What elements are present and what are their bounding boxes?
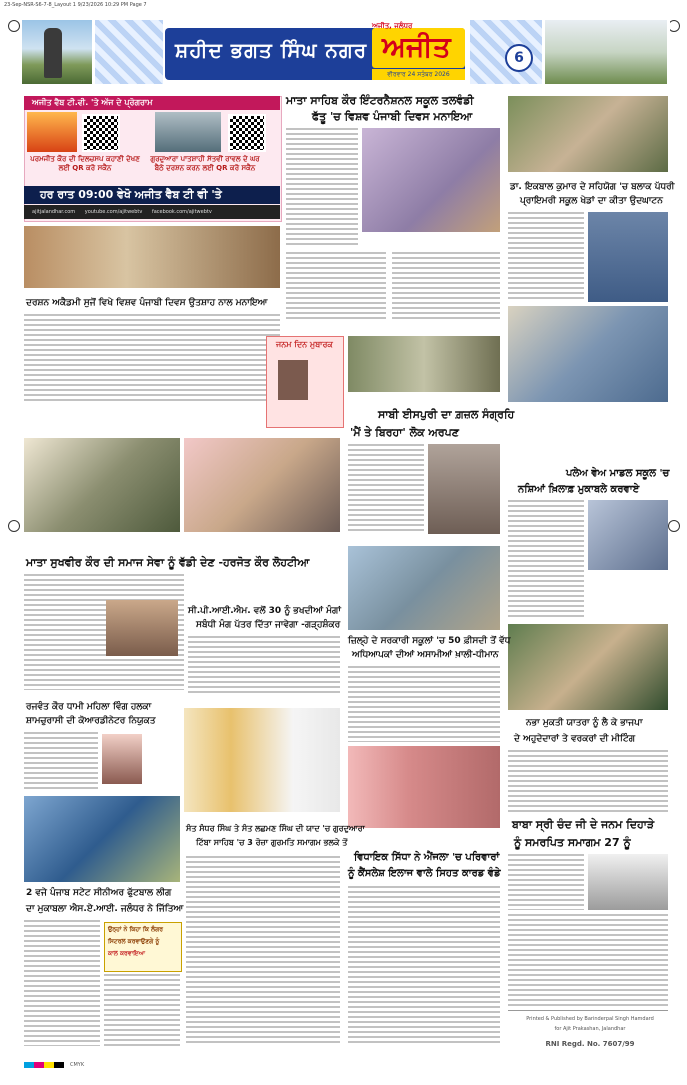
article-body (24, 732, 98, 792)
article-photo (348, 546, 500, 630)
headline: ਨੂੰ ਸਮਰਪਿਤ ਸਮਾਗਮ 27 ਨੂੰ (514, 836, 631, 849)
article-body (286, 252, 386, 322)
headline: ਸੀ.ਪੀ.ਆਈ.ਐਮ. ਵਲੋਂ 30 ਨੂੰ ਭਖਦੀਆਂ ਮੰਗਾਂ (188, 606, 341, 616)
article-body (508, 500, 584, 620)
registration-mark (8, 520, 20, 532)
masthead-title: ਸ਼ਹੀਦ ਭਗਤ ਸਿੰਘ ਨਗਰ (175, 38, 368, 62)
article-photo (24, 226, 280, 288)
promo-image (155, 112, 221, 152)
article-body (348, 886, 500, 1046)
article-body (24, 920, 100, 1046)
headline: ਪਲੇਅ ਵੇਅ ਮਾਡਲ ਸਕੂਲ 'ਚ (566, 468, 670, 479)
facebook-link[interactable]: facebook.com/ajitwebtv (151, 209, 212, 215)
article-body (392, 252, 500, 322)
article-body (24, 314, 280, 404)
brand-logo: ਅਜੀਤ (382, 30, 451, 63)
headline: ਨਸ਼ਿਆਂ ਖ਼ਿਲਾਫ਼ ਮੁਕਾਬਲੇ ਕਰਵਾਏ (518, 484, 640, 495)
headline: ਵਿਧਾਇਕ ਸਿੱਧਾ ਨੇ ਐਂਜਲਾ 'ਚ ਪਰਿਵਾਰਾਂ (354, 852, 500, 863)
article-photo (508, 624, 668, 710)
article-body (186, 856, 340, 1046)
divider (508, 1010, 668, 1011)
article-body (508, 914, 668, 1006)
statue-image (44, 28, 62, 78)
headline: ਬਾਬਾ ਸ੍ਰੀ ਚੰਦ ਜੀ ਦੇ ਜਨਮ ਦਿਹਾੜੇ (512, 818, 655, 831)
brand-subtitle: ਅਜੀਤ, ਜਲੰਧਰ (372, 22, 413, 30)
headline: ਫੱਤੂ 'ਚ ਵਿਸ਼ਵ ਪੰਜਾਬੀ ਦਿਵਸ ਮਨਾਇਆ (312, 110, 473, 123)
portrait-photo (102, 734, 142, 784)
article-photo (508, 306, 668, 402)
color-mark: CMYK (70, 1062, 85, 1068)
youtube-link[interactable]: youtube.com/ajitwebtv (84, 209, 143, 215)
advert-line: ਕਾਲ ਕਰਵਾਇਆ (108, 950, 145, 957)
headline: ਮਾਤਾ ਸੁਖਵੀਰ ਕੌਰ ਦੀ ਸਮਾਜ ਸੇਵਾ ਨੂੰ ਵੱਡੀ ਦੇਣ -ਹਰਜੋਤ ਕੌਰ ਲੋਹਟੀਆ (26, 556, 310, 569)
headline: ਨਭਾ ਮੁਕਤੀ ਯਾਤਰਾ ਨੂੰ ਲੈ ਕੇ ਭਾਜਪਾ (526, 718, 643, 728)
issue-date: ਵੀਰਵਾਰ 24 ਸਤੰਬਰ 2026 (372, 69, 465, 80)
imprint-line: for Ajit Prakashan, Jalandhar (554, 1026, 626, 1032)
headline: 'ਮੈਂ ਤੇ ਬਿਰਹਾ' ਲੋਕ ਅਰਪਣ (350, 426, 459, 439)
promo-item-1: ਪਰਮਜੀਤ ਕੌਰ ਦੀ ਦਿਲਚਸਪ ਕਹਾਣੀ ਦੇਖਣ ਲਈ QR ਕਰੋ ਸਕੈਨ (30, 155, 140, 172)
advert-line: ਉਨ੍ਹਾਂ ਨੇ ਕਿਹਾ ਕਿ ਲੰਗਰ (108, 926, 163, 933)
portrait-photo (588, 854, 668, 910)
masthead-photo-right (545, 20, 667, 84)
article-body (508, 212, 584, 302)
article-photo (184, 438, 340, 532)
headline: ਦਾ ਮੁਕਾਬਲਾ ਐਸ.ਏ.ਆਈ. ਜਲੰਧਰ ਨੇ ਜਿੱਤਿਆ (26, 904, 184, 914)
imprint-line: Printed & Published by Barinderpal Singh Hamdard (526, 1016, 654, 1022)
headline: ਦਰਸ਼ਨ ਅਕੈਡਮੀ ਸੁਜੋਂ ਵਿਖੇ ਵਿਸ਼ਵ ਪੰਜਾਬੀ ਦਿਵਸ ਉਤਸ਼ਾਹ ਨਾਲ ਮਨਾਇਆ (26, 298, 268, 308)
article-photo (348, 336, 500, 392)
article-photo (508, 96, 668, 172)
headline: ਸਾਬੀ ਈਸਪੁਰੀ ਦਾ ਗ਼ਜ਼ਲ ਸੰਗ੍ਰਹਿ (378, 408, 515, 421)
article-body (104, 974, 180, 1046)
registration-mark (8, 20, 20, 32)
article-photo (588, 500, 668, 570)
article-body (508, 750, 668, 814)
headline: ਨੂੰ ਕੈਂਸਲੇਸ਼ ਇਲਾਜ ਵਾਲੇ ਸਿਹਤ ਕਾਰਡ ਵੰਡੇ (348, 868, 501, 879)
article-photo (588, 212, 668, 302)
imprint-regd: RNI Regd. No. 7607/99 (545, 1040, 635, 1048)
advert-line: ਸਿਟਰਲ ਕਰਵਾਉਣਗੇ ਨੂੰ (108, 938, 160, 945)
registration-mark (668, 520, 680, 532)
birthday-title: ਜਨਮ ਦਿਨ ਮੁਬਾਰਕ (276, 340, 333, 349)
portrait-photo (278, 360, 308, 400)
headline: ਸੰਤ ਸੰਧਰ ਸਿੰਘ ਤੇ ਸੰਤ ਲਛਮਣ ਸਿੰਘ ਦੀ ਯਾਦ 'ਚ ਗੁਰਦੁਆਰਾ (186, 824, 365, 833)
article-photo (24, 438, 180, 532)
promo-item-2: ਗੁਰਦੁਆਰਾ ਪਾਤਸ਼ਾਹੀ ਸੱਤਵੀਂ ਰਾਵਲ ਦੇ ਘਰ ਬੈਠੇ ਦਰਸ਼ਨ ਕਰਨ ਲਈ QR ਕਰੋ ਸਕੈਨ (150, 155, 260, 172)
promo-time-text: ਹਰ ਰਾਤ 09:00 ਵੇਖੋ ਅਜੀਤ ਵੈਬ ਟੀ ਵੀ 'ਤੇ (40, 188, 222, 201)
headline: ਸ਼ਾਮਚੁਰਾਸੀ ਦੀ ਕੋਆਰਡੀਨੇਟਰ ਨਿਯੁਕਤ (26, 716, 156, 726)
headline: ਸਬੰਧੀ ਮੰਗ ਪੱਤਰ ਦਿੱਤਾ ਜਾਵੇਗਾ -ਗੜ੍ਹਸ਼ੰਕਰ (196, 620, 341, 630)
headline: ਅਧਿਆਪਕਾਂ ਦੀਆਂ ਅਸਾਮੀਆਂ ਖ਼ਾਲੀ-ਧੀਮਾਨ (352, 650, 499, 660)
article-photo (348, 746, 500, 828)
article-body (348, 666, 500, 742)
article-body (188, 636, 340, 696)
headline: ਟਿੱਬਾ ਸਾਹਿਬ 'ਚ 3 ਰੋਜ਼ਾ ਗੁਰਮਤਿ ਸਮਾਗਮ ਭਲਕੇ ਤੋਂ (196, 838, 348, 847)
promo-social-links (24, 205, 280, 219)
headline: ਮਾਤਾ ਸਾਹਿਬ ਕੌਰ ਇੰਟਰਨੈਸ਼ਨਲ ਸਕੂਲ ਤਲਵੰਡੀ (286, 94, 474, 107)
promo-header: ਅਜੀਤ ਵੈਬ ਟੀ.ਵੀ. 'ਤੇ ਅੱਜ ਦੇ ਪ੍ਰੋਗਰਾਮ (24, 96, 280, 110)
website-link[interactable]: ajitjalandhar.com (32, 209, 76, 215)
headline: ਡਾ. ਇਕਬਾਲ ਕੁਮਾਰ ਦੇ ਸਹਿਯੋਗ 'ਚ ਬਲਾਕ ਪੱਧਰੀ (510, 182, 675, 192)
qr-code-icon[interactable] (228, 114, 266, 152)
article-photo (24, 796, 180, 882)
headline: ਪ੍ਰਾਇਮਰੀ ਸਕੂਲ ਖੇਡਾਂ ਦਾ ਕੀਤਾ ਉਦਘਾਟਨ (520, 196, 663, 206)
article-photo (428, 444, 500, 534)
headline: 2 ਵਜੇ ਪੰਜਾਬ ਸਟੇਟ ਸੀਨੀਅਰ ਫੁੱਟਬਾਲ ਲੀਗ (26, 888, 172, 898)
article-body (508, 854, 584, 910)
article-body (348, 444, 424, 534)
page-slug: 23-Sep-NSR-S6-7-8_Layout 1 9/23/2026 10:29 PM Page 7 (4, 2, 147, 8)
headline: ਰਜਵੰਤ ਕੌਰ ਧਾਮੀ ਮਹਿਲਾ ਵਿੰਗ ਹਲਕਾ (26, 702, 152, 712)
headline: ਦੇ ਅਹੁਦੇਦਾਰਾਂ ਤੇ ਵਰਕਰਾਂ ਦੀ ਮੀਟਿੰਗ (514, 734, 635, 744)
article-body (286, 128, 358, 248)
headline: ਜ਼ਿਲ੍ਹੇ ਦੇ ਸਰਕਾਰੀ ਸਕੂਲਾਂ 'ਚ 50 ਫ਼ੀਸਦੀ ਤੋਂ ਵੱਧ (348, 636, 511, 646)
article-photo (362, 128, 500, 232)
masthead-pattern (95, 20, 163, 84)
page-number: 6 (505, 44, 533, 72)
portrait-photo (106, 600, 178, 656)
qr-code-icon[interactable] (82, 114, 120, 152)
color-bar (24, 1062, 64, 1068)
promo-image (27, 112, 77, 152)
article-photo (184, 708, 340, 812)
